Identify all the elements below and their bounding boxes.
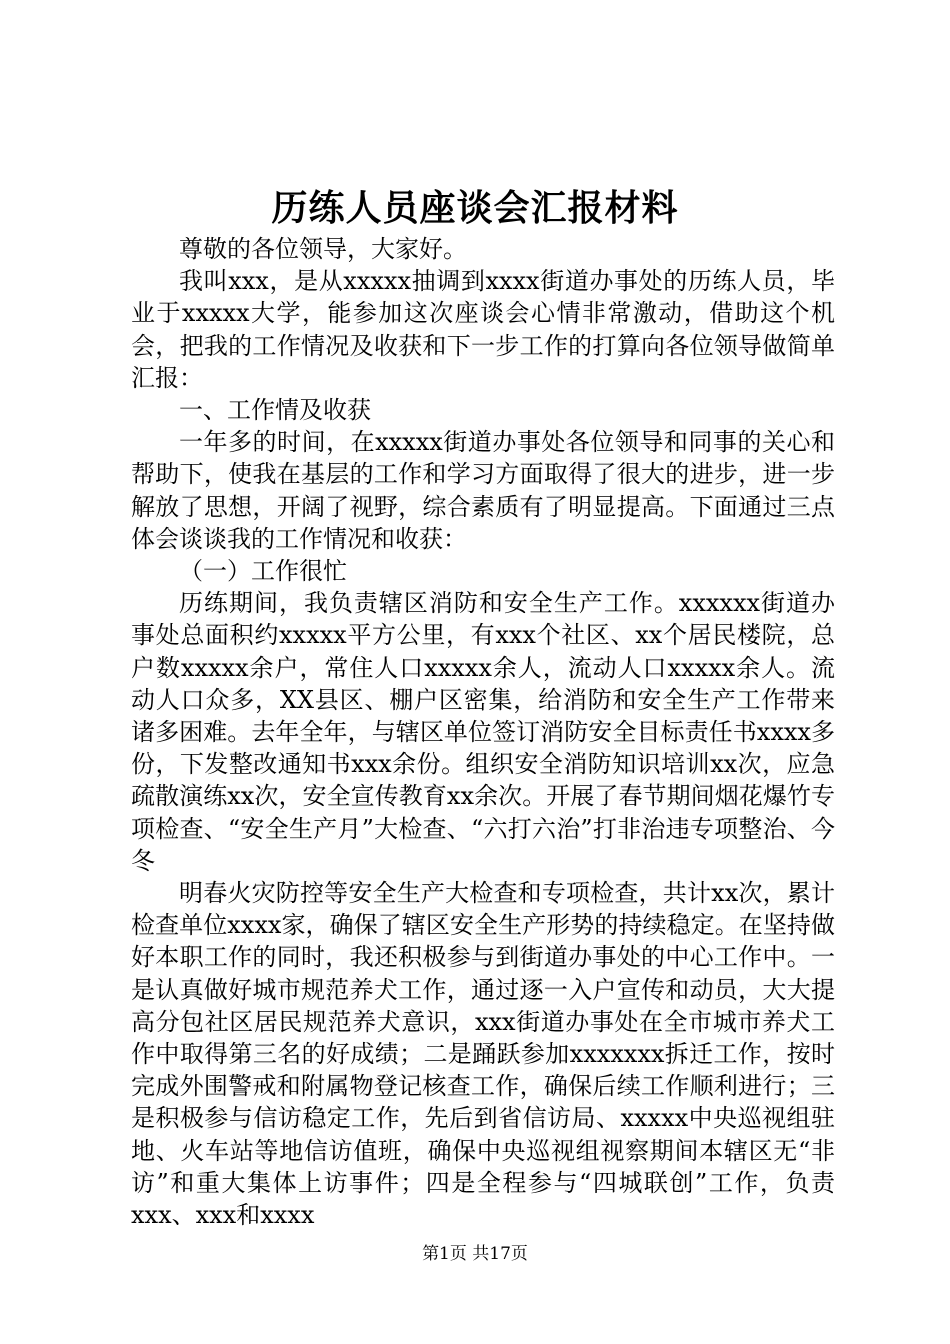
paragraph-intro: 我叫xxx，是从xxxxx抽调到xxxx街道办事处的历练人员，毕业于xxxxx大学，能参加这次座谈会心情非常激动，借助这个机会，把我的工作情况及收获和下一步工作的打算向各位领导做简单汇报：: [131, 267, 835, 392]
paragraph-overview: 一年多的时间，在xxxxx街道办事处各位领导和同事的关心和帮助下，使我在基层的工作和学习方面取得了很大的进步，进一步解放了思想，开阔了视野，综合素质有了明显提高。下面通过三点体会谈谈我的工作情况和收获：: [131, 428, 835, 553]
paragraph-greeting: 尊敬的各位领导，大家好。: [179, 235, 467, 263]
paragraph-work-continued: 明春火灾防控等安全生产大检查和专项检查，共计xx次，累计检查单位xxxx家，确保了辖区安全生产形势的持续稳定。在坚持做好本职工作的同时，我还积极参与到街道办事处的中心工作中。一是认真做好城市规范养犬工作，通过逐一入户宣传和动员，大大提高分包社区居民规范养犬意识，xxx街道办事处在全市城市养犬工作中取得第三名的好成绩；二是踊跃参加xxxxxxx拆迁工作，按时完成外围警戒和附属物登记核查工作，确保后续工作顺利进行；三是积极参与信访稳定工作，先后到省信访局、xxxxx中央巡视组驻地、火车站等地信访值班，确保中央巡视组视察期间本辖区无“非访”和重大集体上访事件；四是全程参与“四城联创”工作，负责xxx、xxx和xxxx: [131, 879, 835, 1230]
section-heading-1: 一、工作情及收获: [179, 396, 371, 425]
document-title: 历练人员座谈会汇报材料: [271, 187, 679, 229]
document-body: [131, 233, 835, 1231]
page-number-footer: 第1页 共17页: [422, 1244, 528, 1264]
paragraph-work-details: 历练期间，我负责辖区消防和安全生产工作。xxxxxx街道办事处总面积约xxxxx平方公里，有xxx个社区、xx个居民楼院，总户数xxxxx余户，常住人口xxxxx余人，流动人口xxxxx余人。流动人口众多，XX县区、棚户区密集，给消防和安全生产工作带来诸多困难。去年全年，与辖区单位签订消防安全目标责任书xxxx多份，下发整改通知书xxx余份。组织安全消防知识培训xx次，应急疏散演练xx次，安全宣传教育xx余次。开展了春节期间烟花爆竹专项检查、“安全生产月”大检查、“六打六治”打非治违专项整治、今冬: [131, 589, 835, 875]
subsection-heading-1: （一）工作很忙: [179, 557, 347, 586]
